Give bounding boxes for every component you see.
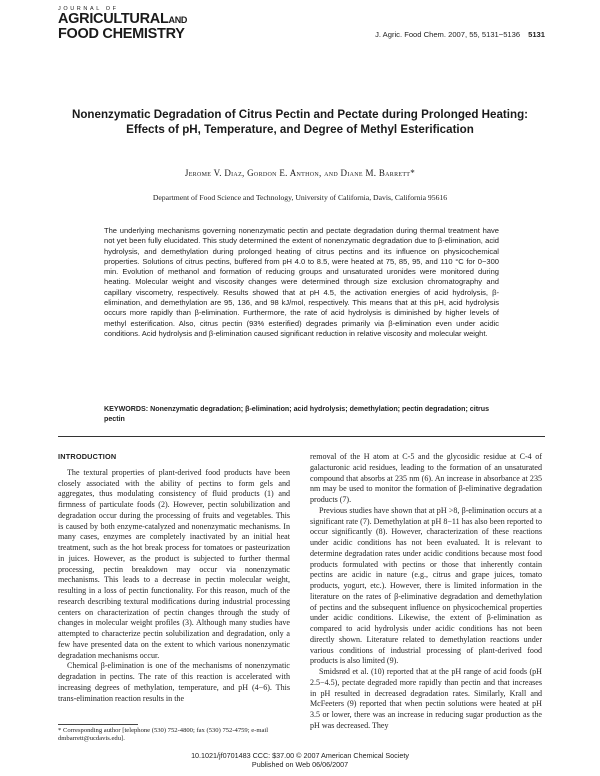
author-affiliation: Department of Food Science and Technology, University of California, Davis, California 95616: [152, 193, 448, 202]
journal-masthead: [58, 6, 238, 41]
doi-footer: [100, 752, 500, 769]
masthead-line1: JOURNAL OF: [58, 6, 119, 12]
published-date: Published on Web 06/06/2007: [251, 759, 349, 769]
article-authors: Jerome V. Diaz, Gordon E. Anthon, and Diane M. Barrett*: [184, 168, 416, 178]
section-heading-introduction: INTRODUCTION: [58, 452, 117, 461]
body-paragraph: Previous studies have shown that at pH >8, β-elimination occurs at a significant rate (7). Demethylation at pH 8−11 has also been reported to occur significantly (8). However, characterization of these reactions under acidic conditions has not been evaluated. It is relevant to determine degradation rates under acidic conditions because most food products formulated with pectins or those that inherently contain pectins are acidic in nature (e.g., citrus and grape juices, tomato products, yogurt, etc.). However, there is limited information in the literature on the rates of β-eliminative degradation and demethylation of pectins and the subsequent influence on physicochemical properties under acidic conditions. Likewise, the extent of β-elimination as compared to acid hydrolysis under acidic conditions has not been directly shown. Literature related to demethylation reactions under various conditions of industrial processing of plant-derived food products is also limited (9).: [310, 505, 542, 666]
doi-line: 10.1021/jf0701483 CCC: $37.00 © 2007 American Chemical Society: [191, 751, 409, 760]
page-number: 5131: [528, 30, 545, 39]
citation-header: [375, 30, 545, 39]
abstract: The underlying mechanisms governing nonenzymatic pectin and pectate degradation during thermal treatment have not yet been fully elucidated. This study determined the extent of nonenzymatic degradation due to β-elimination, acid hydrolysis, and demethylation during prolonged heating of citrus pectins and its influence on physicochemical properties. Solutions of citrus pectins, buffered from pH 4.0 to 8.5, were heated at 75, 85, 95, and 110 °C for 0−300 min. Evolution of methanol and formation of reducing groups and unsaturated uronides were monitored during heating. Molecular weight and viscosity changes were determined through size exclusion chromatography and capillary viscometry, respectively. Results showed that at pH 4.5, the activation energies of acid hydrolysis, β-elimination, and demethylation are 95, 136, and 98 kJ/mol, respectively. This means that at this pH, acid hydrolysis occurs more rapidly than β-elimination. Furthermore, the rate of acid hydrolysis is diminished by higher levels of methyl esterification. Also, citrus pectin (93% esterified) degrades primarily via β-elimination even under acidic conditions. Acid hydrolysis and β-elimination caused significant reduction in relative viscosity and molecular weight.: [104, 226, 499, 338]
body-paragraph: removal of the H atom at C-5 and the glycosidic residue at C-4 of galacturonic acid residues, leading to the formation of an unsaturated compound that absorbs at 235 nm (6). An increase in absorbance at 235 nm may be used to monitor the formation of β-eliminative degradation products (7).: [310, 452, 542, 504]
section-divider: [58, 436, 545, 437]
body-column-left: [58, 452, 290, 704]
masthead-and: AND: [168, 15, 188, 25]
body-paragraph: Smidsrød et al. (10) reported that at the pH range of acid foods (pH 2.5−4.5), pectate degraded more rapidly than pectin and that increases in pH resulted in decreased degradation rates. Similarly, Krall and McFeeters (9) reported that when pectin solutions were heated at pH 3.5 or lower, there was an increase in reducing sugar production as the pH was decreased. They: [310, 667, 542, 730]
citation-text: J. Agric. Food Chem. 2007, 55, 5131−5136: [375, 30, 521, 39]
masthead-line2: [58, 12, 238, 27]
keywords-text: Nonenzymatic degradation; β-elimination; acid hydrolysis; demethylation; pectin degradation; citrus pectin: [104, 405, 490, 423]
body-column-right: [310, 452, 542, 732]
body-paragraph: Chemical β-elimination is one of the mechanisms of nonenzymatic degradation in pectins. The rate of this reaction is accelerated with increasing degrees of methylation, temperature, and pH (4−6). This trans-elimination reaction results in the: [58, 661, 290, 703]
keywords-label: KEYWORDS:: [104, 405, 149, 413]
body-paragraph: The textural properties of plant-derived food products have been closely associated with the ability of pectins to form gels and aggregates, thus modulating consistency of fluid products (1) and firmness of particulate foods (2). However, pectin solubilization and degradation occur during the processing of fruits and vegetables. This is caused by both enzyme-catalyzed and nonenzymatic mechanisms. In many cases, enzymes are completely inactivated by an initial heat treatment, such as the hot break process for tomatoes or pasteurization in juices. However, as the product is subjected to further thermal processing, pectin breakdown may occur via nonenzymatic mechanisms. This leads to a decrease in pectin molecular weight, resulting in a loss of pectin functionality. For this reason, much of the research describing textural modifications during industrial processing centers on characterization of pectin changes through the study of changes in molecular weight profiles (3). Although many studies have attempted to characterize pectin solubilization and degradation, only a few have presented data on the extent to which various nonenzymatic degradation mechanisms occur.: [58, 467, 290, 660]
keywords: [104, 405, 499, 424]
footnote-divider: [58, 724, 138, 725]
masthead-line3: FOOD CHEMISTRY: [58, 26, 185, 42]
corresponding-author-footnote: * Corresponding author [telephone (530) 752-4800; fax (530) 752-4759; e-mail dmbarrett@ucdavis.edu].: [58, 727, 269, 743]
article-title: Nonenzymatic Degradation of Citrus Pectin and Pectate during Prolonged Heating: Effects of pH, Temperature, and Degree of Methyl Esterification: [71, 108, 529, 136]
masthead-agricultural: AGRICULTURAL: [58, 11, 169, 27]
